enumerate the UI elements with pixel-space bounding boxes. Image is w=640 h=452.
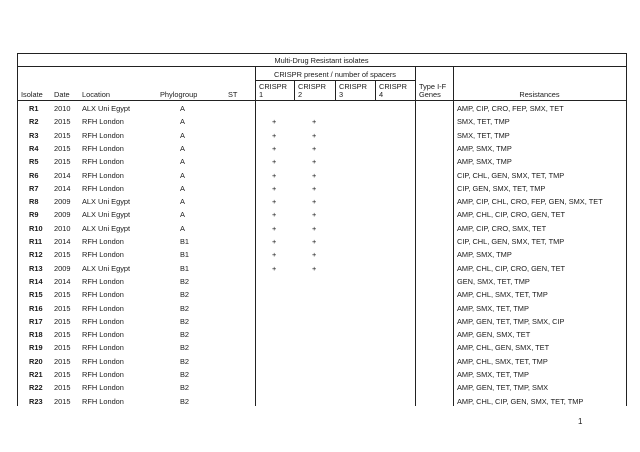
cell-location: RFH London bbox=[82, 143, 124, 153]
cell-date: 2015 bbox=[54, 130, 71, 140]
table-row bbox=[17, 262, 626, 275]
cell-crispr1: + bbox=[272, 170, 277, 180]
cell-isolate: R16 bbox=[29, 303, 43, 313]
header-st: ST bbox=[228, 90, 238, 99]
col-divider-crispr2 bbox=[294, 80, 295, 100]
cell-resistances: CIP, CHL, GEN, SMX, TET, TMP bbox=[457, 170, 565, 180]
cell-crispr1: + bbox=[272, 157, 277, 167]
header-crispr2-line2: 2 bbox=[298, 90, 303, 99]
cell-isolate: R15 bbox=[29, 290, 43, 300]
header-date: Date bbox=[54, 90, 70, 99]
table-row bbox=[17, 155, 626, 168]
table-row bbox=[17, 328, 626, 341]
cell-resistances: AMP, CIP, CHL, CRO, FEP, GEN, SMX, TET bbox=[457, 197, 603, 207]
header-bottom-rule bbox=[17, 100, 626, 101]
cell-date: 2015 bbox=[54, 157, 71, 167]
cell-isolate: R23 bbox=[29, 396, 43, 406]
cell-phylogroup: B1 bbox=[180, 250, 190, 260]
table-row bbox=[17, 129, 626, 142]
cell-crispr1: + bbox=[272, 223, 277, 233]
table-row bbox=[17, 248, 626, 261]
cell-isolate: R11 bbox=[29, 237, 43, 246]
table-right-border bbox=[626, 53, 627, 406]
cell-date: 2015 bbox=[54, 356, 71, 366]
cell-isolate: R2 bbox=[29, 117, 39, 127]
cell-resistances: AMP, GEN, TET, TMP, SMX bbox=[457, 383, 549, 393]
cell-resistances: AMP, CHL, SMX, TET, TMP bbox=[457, 356, 548, 366]
cell-isolate: R20 bbox=[29, 356, 43, 366]
cell-date: 2009 bbox=[54, 197, 71, 207]
cell-phylogroup: A bbox=[180, 170, 185, 180]
cell-isolate: R12 bbox=[29, 250, 43, 260]
cell-crispr2: + bbox=[312, 117, 317, 127]
cell-date: 2014 bbox=[54, 183, 71, 193]
cell-resistances: AMP, CHL, SMX, TET, TMP bbox=[457, 290, 548, 300]
cell-date: 2015 bbox=[54, 250, 71, 260]
cell-resistances: AMP, SMX, TET, TMP bbox=[457, 370, 529, 379]
table-row bbox=[17, 368, 626, 381]
cell-location: ALX Uni Egypt bbox=[82, 263, 131, 273]
cell-phylogroup: B2 bbox=[180, 356, 190, 366]
cell-isolate: R13 bbox=[29, 263, 43, 273]
cell-crispr1: + bbox=[272, 237, 277, 246]
table-top-rule bbox=[17, 53, 626, 54]
cell-location: RFH London bbox=[82, 356, 124, 366]
header-crispr1-line1: CRISPR bbox=[259, 82, 287, 91]
cell-location: RFH London bbox=[82, 303, 124, 313]
cell-isolate: R3 bbox=[29, 130, 39, 140]
table-row bbox=[17, 288, 626, 301]
cell-date: 2015 bbox=[54, 290, 71, 300]
cell-crispr2: + bbox=[312, 197, 317, 207]
cell-crispr1: + bbox=[272, 197, 277, 207]
cell-crispr2: + bbox=[312, 130, 317, 140]
cell-resistances: AMP, CHL, CIP, CRO, GEN, TET bbox=[457, 263, 566, 273]
header-typeif-line1: Type I-F bbox=[419, 82, 447, 91]
cell-location: RFH London bbox=[82, 183, 124, 193]
cell-phylogroup: B2 bbox=[180, 330, 190, 340]
cell-isolate: R18 bbox=[29, 330, 43, 340]
cell-phylogroup: B2 bbox=[180, 383, 190, 393]
cell-crispr1: + bbox=[272, 210, 277, 220]
table-row bbox=[17, 115, 626, 128]
cell-isolate: R5 bbox=[29, 157, 39, 167]
cell-location: RFH London bbox=[82, 290, 124, 300]
cell-isolate: R7 bbox=[29, 183, 39, 193]
cell-isolate: R19 bbox=[29, 343, 43, 353]
cell-date: 2010 bbox=[54, 104, 71, 113]
cell-crispr1: + bbox=[272, 143, 277, 153]
cell-location: RFH London bbox=[82, 237, 124, 246]
cell-location: RFH London bbox=[82, 396, 124, 406]
header-isolate: Isolate bbox=[21, 90, 43, 99]
col-divider-crispr4 bbox=[375, 80, 376, 100]
cell-date: 2009 bbox=[54, 210, 71, 220]
table-row bbox=[17, 395, 626, 408]
cell-location: RFH London bbox=[82, 330, 124, 340]
cell-phylogroup: A bbox=[180, 130, 185, 140]
cell-crispr1: + bbox=[272, 117, 277, 127]
cell-crispr2: + bbox=[312, 237, 317, 246]
header-crispr4-line1: CRISPR bbox=[379, 82, 407, 91]
header-crispr2-line1: CRISPR bbox=[298, 82, 326, 91]
cell-isolate: R8 bbox=[29, 197, 39, 207]
cell-location: RFH London bbox=[82, 316, 124, 326]
cell-phylogroup: A bbox=[180, 104, 185, 113]
header-crispr4-line2: 4 bbox=[379, 90, 384, 99]
cell-phylogroup: A bbox=[180, 223, 185, 233]
cell-date: 2009 bbox=[54, 263, 71, 273]
cell-resistances: SMX, TET, TMP bbox=[457, 130, 510, 140]
cell-isolate: R6 bbox=[29, 170, 39, 180]
table-row bbox=[17, 315, 626, 328]
cell-date: 2014 bbox=[54, 170, 71, 180]
table-row bbox=[17, 102, 626, 115]
cell-resistances: AMP, CHL, GEN, SMX, TET bbox=[457, 343, 550, 353]
cell-crispr1: + bbox=[272, 250, 277, 260]
cell-isolate: R1 bbox=[29, 104, 39, 113]
cell-phylogroup: B2 bbox=[180, 316, 190, 326]
header-crispr3-line2: 3 bbox=[339, 90, 344, 99]
cell-crispr1: + bbox=[272, 130, 277, 140]
table-title: Multi-Drug Resistant isolates bbox=[274, 56, 369, 65]
title-rule bbox=[17, 66, 626, 67]
cell-resistances: AMP, SMX, TET, TMP bbox=[457, 303, 529, 313]
cell-resistances: AMP, GEN, SMX, TET bbox=[457, 330, 531, 340]
cell-isolate: R14 bbox=[29, 276, 43, 286]
cell-phylogroup: B2 bbox=[180, 303, 190, 313]
cell-crispr2: + bbox=[312, 143, 317, 153]
cell-crispr2: + bbox=[312, 250, 317, 260]
cell-isolate: R9 bbox=[29, 210, 39, 220]
cell-location: ALX Uni Egypt bbox=[82, 223, 131, 233]
table-row bbox=[17, 195, 626, 208]
cell-date: 2015 bbox=[54, 396, 71, 406]
cell-resistances: AMP, SMX, TMP bbox=[457, 157, 512, 167]
cell-resistances: CIP, GEN, SMX, TET, TMP bbox=[457, 183, 546, 193]
cell-phylogroup: A bbox=[180, 157, 185, 167]
cell-phylogroup: B2 bbox=[180, 343, 190, 353]
cell-crispr2: + bbox=[312, 263, 317, 273]
cell-location: RFH London bbox=[82, 383, 124, 393]
cell-date: 2015 bbox=[54, 117, 71, 127]
cell-date: 2015 bbox=[54, 370, 71, 379]
cell-location: RFH London bbox=[82, 370, 124, 379]
cell-location: ALX Uni Egypt bbox=[82, 104, 131, 113]
cell-resistances: AMP, CHL, CIP, GEN, SMX, TET, TMP bbox=[457, 396, 584, 406]
cell-phylogroup: A bbox=[180, 183, 185, 193]
table-row bbox=[17, 142, 626, 155]
cell-location: RFH London bbox=[82, 130, 124, 140]
table-row bbox=[17, 182, 626, 195]
cell-date: 2015 bbox=[54, 343, 71, 353]
cell-location: RFH London bbox=[82, 117, 124, 127]
cell-location: RFH London bbox=[82, 250, 124, 260]
header-phylogroup: Phylogroup bbox=[160, 90, 198, 99]
cell-phylogroup: A bbox=[180, 197, 185, 207]
cell-location: RFH London bbox=[82, 343, 124, 353]
cell-crispr2: + bbox=[312, 183, 317, 193]
cell-date: 2014 bbox=[54, 276, 71, 286]
table-row bbox=[17, 169, 626, 182]
table-row bbox=[17, 302, 626, 315]
cell-location: RFH London bbox=[82, 170, 124, 180]
cell-date: 2015 bbox=[54, 143, 71, 153]
cell-resistances: AMP, SMX, TMP bbox=[457, 143, 512, 153]
cell-isolate: R22 bbox=[29, 383, 43, 393]
table-row bbox=[17, 222, 626, 235]
cell-crispr2: + bbox=[312, 223, 317, 233]
cell-phylogroup: B2 bbox=[180, 276, 190, 286]
cell-phylogroup: B2 bbox=[180, 290, 190, 300]
cell-phylogroup: A bbox=[180, 210, 185, 220]
cell-location: RFH London bbox=[82, 157, 124, 167]
table-row bbox=[17, 341, 626, 354]
cell-isolate: R10 bbox=[29, 223, 43, 233]
mdr-table bbox=[17, 53, 626, 406]
table-row bbox=[17, 208, 626, 221]
cell-date: 2015 bbox=[54, 383, 71, 393]
cell-crispr2: + bbox=[312, 210, 317, 220]
cell-crispr1: + bbox=[272, 263, 277, 273]
cell-phylogroup: A bbox=[180, 143, 185, 153]
cell-crispr2: + bbox=[312, 170, 317, 180]
table-row bbox=[17, 275, 626, 288]
cell-crispr1: + bbox=[272, 183, 277, 193]
cell-crispr2: + bbox=[312, 157, 317, 167]
crispr-group-header: CRISPR present / number of spacers bbox=[274, 70, 396, 79]
cell-isolate: R17 bbox=[29, 316, 43, 326]
cell-resistances: GEN, SMX, TET, TMP bbox=[457, 276, 530, 286]
cell-resistances: AMP, CIP, CRO, FEP, SMX, TET bbox=[457, 104, 564, 113]
cell-location: RFH London bbox=[82, 276, 124, 286]
header-location: Location bbox=[82, 90, 110, 99]
cell-resistances: SMX, TET, TMP bbox=[457, 117, 510, 127]
cell-date: 2015 bbox=[54, 316, 71, 326]
cell-phylogroup: B1 bbox=[180, 237, 190, 246]
cell-isolate: R4 bbox=[29, 143, 39, 153]
cell-phylogroup: B2 bbox=[180, 396, 190, 406]
cell-date: 2015 bbox=[54, 330, 71, 340]
header-crispr3-line1: CRISPR bbox=[339, 82, 367, 91]
cell-resistances: AMP, CHL, CIP, CRO, GEN, TET bbox=[457, 210, 566, 220]
cell-resistances: CIP, CHL, GEN, SMX, TET, TMP bbox=[457, 237, 565, 246]
header-typeif-line2: Genes bbox=[419, 90, 441, 99]
table-row bbox=[17, 355, 626, 368]
table-row bbox=[17, 235, 626, 248]
cell-date: 2010 bbox=[54, 223, 71, 233]
col-divider-crispr3 bbox=[335, 80, 336, 100]
table-row bbox=[17, 381, 626, 394]
cell-phylogroup: B1 bbox=[180, 263, 190, 273]
cell-resistances: AMP, SMX, TMP bbox=[457, 250, 512, 260]
cell-date: 2015 bbox=[54, 303, 71, 313]
cell-location: ALX Uni Egypt bbox=[82, 197, 131, 207]
cell-resistances: AMP, GEN, TET, TMP, SMX, CIP bbox=[457, 316, 565, 326]
header-resistances: Resistances bbox=[519, 90, 560, 99]
header-crispr1-line2: 1 bbox=[259, 90, 264, 99]
cell-isolate: R21 bbox=[29, 370, 43, 379]
cell-location: ALX Uni Egypt bbox=[82, 210, 131, 220]
cell-phylogroup: A bbox=[180, 117, 185, 127]
cell-phylogroup: B2 bbox=[180, 370, 190, 379]
cell-resistances: AMP, CIP, CRO, SMX, TET bbox=[457, 223, 547, 233]
page-number: 1 bbox=[578, 417, 583, 426]
cell-date: 2014 bbox=[54, 237, 71, 246]
